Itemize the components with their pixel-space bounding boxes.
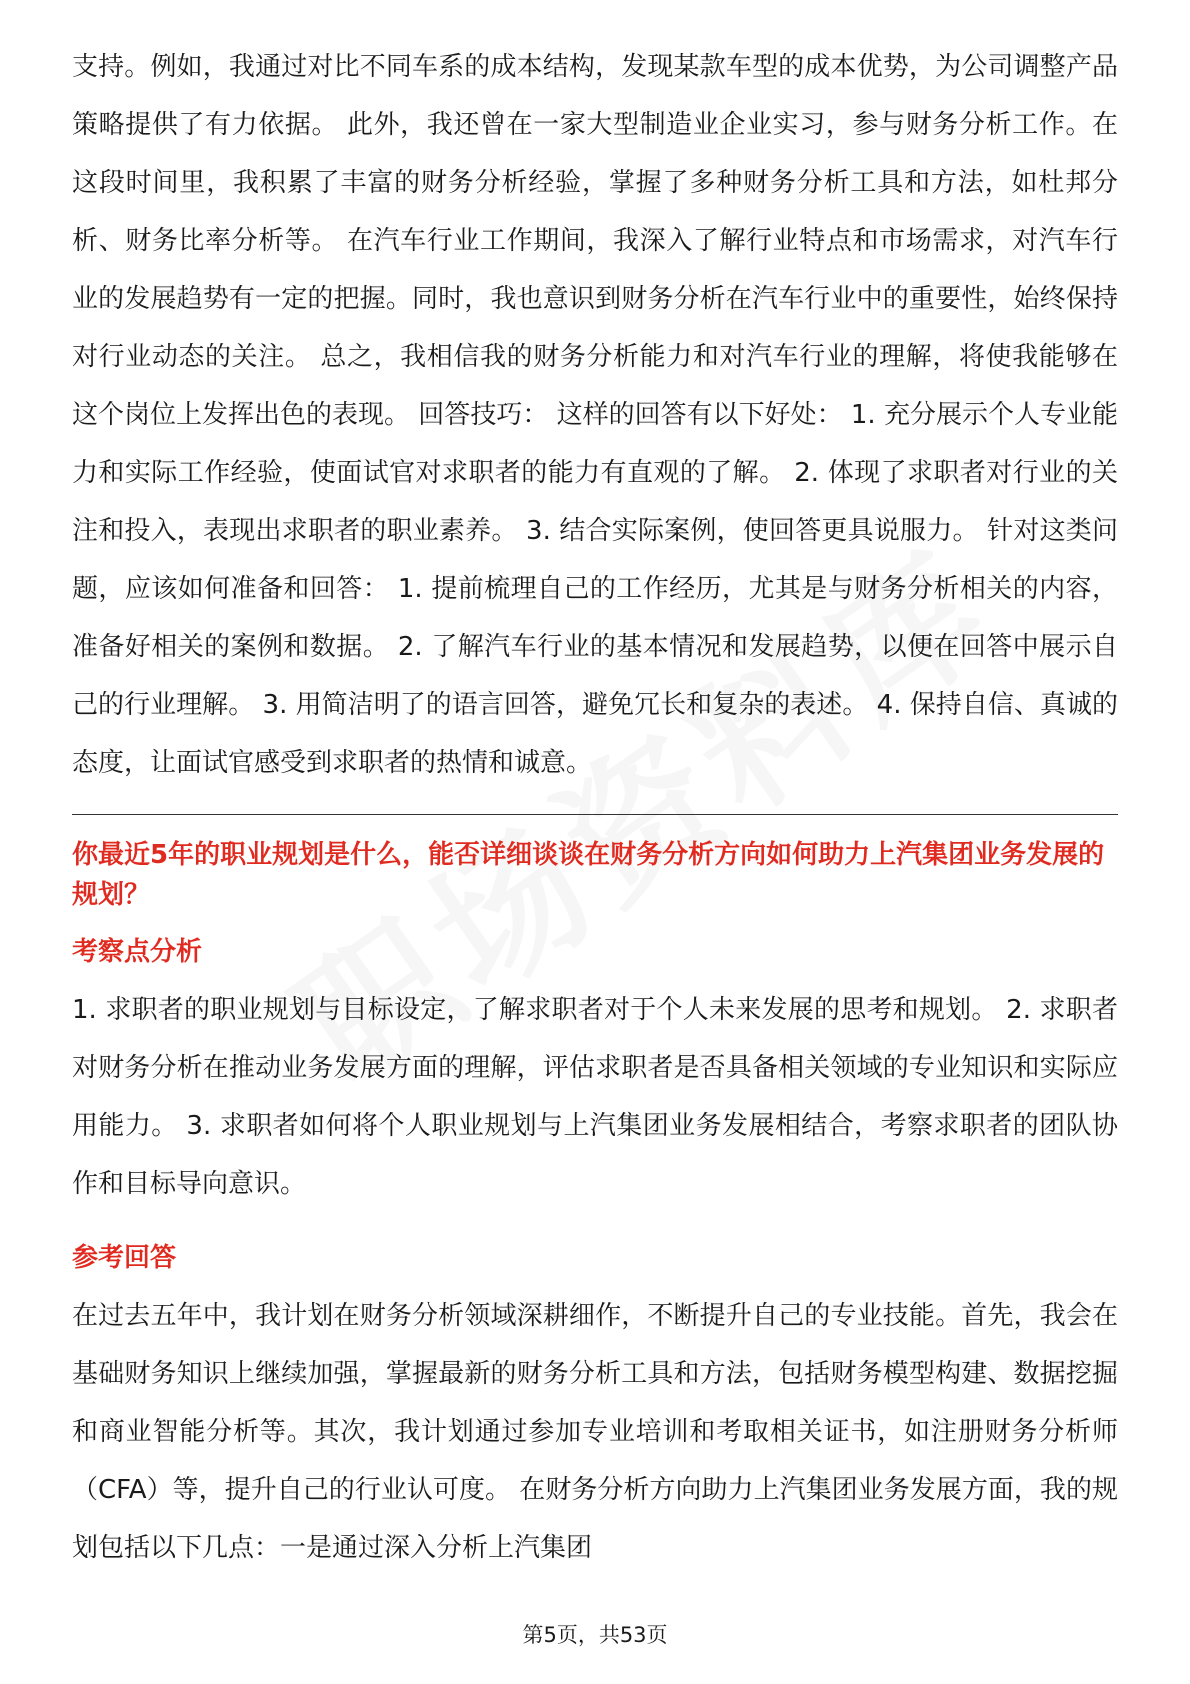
analysis-heading: 考察点分析: [72, 937, 203, 967]
page-content: [72, 38, 1118, 1577]
page-number-footer: 第5页，共53页: [522, 1623, 668, 1647]
previous-answer-continuation: 支持。例如，我通过对比不同车系的成本结构，发现某款车型的成本优势，为公司调整产品策略提供了有力依据。 此外，我还曾在一家大型制造业企业实习，参与财务分析工作。在这段时间里，我积累了丰富的财务分析经验，掌握了多种财务分析工具和方法，如杜邦分析、财务比率分析等。 在汽车行业工作期间，我深入了解行业特点和市场需求，对汽车行业的发展趋势有一定的把握。同时，我也意识到财务分析在汽车行业中的重要性，始终保持对行业动态的关注。 总之，我相信我的财务分析能力和对汽车行业的理解，将使我能够在这个岗位上发挥出色的表现。 回答技巧： 这样的回答有以下好处： 1. 充分展示个人专业能力和实际工作经验，使面试官对求职者的能力有直观的了解。 2. 体现了求职者对行业的关注和投入，表现出求职者的职业素养。 3. 结合实际案例，使回答更具说服力。 针对这类问题，应该如何准备和回答： 1. 提前梳理自己的工作经历，尤其是与财务分析相关的内容，准备好相关的案例和数据。 2. 了解汽车行业的基本情况和发展趋势，以便在回答中展示自己的行业理解。 3. 用简洁明了的语言回答，避免冗长和复杂的表述。 4. 保持自信、真诚的态度，让面试官感受到求职者的热情和诚意。: [72, 52, 1118, 778]
answer-text: 在过去五年中，我计划在财务分析领域深耕细作，不断提升自己的专业技能。首先，我会在基础财务知识上继续加强，掌握最新的财务分析工具和方法，包括财务模型构建、数据挖掘和商业智能分析等。其次，我计划通过参加专业培训和考取相关证书，如注册财务分析师（CFA）等，提升自己的行业认可度。 在财务分析方向助力上汽集团业务发展方面，我的规划包括以下几点：一是通过深入分析上汽集团: [72, 1301, 1118, 1563]
analysis-text: 1. 求职者的职业规划与目标设定，了解求职者对于个人未来发展的思考和规划。 2. 求职者对财务分析在推动业务发展方面的理解，评估求职者是否具备相关领域的专业知识和实际应用能力。 3. 求职者如何将个人职业规划与上汽集团业务发展相结合，考察求职者的团队协作和目标导向意识。: [72, 995, 1118, 1199]
answer-heading: 参考回答: [72, 1243, 177, 1273]
section-divider: [72, 814, 1118, 815]
interview-question: 你最近5年的职业规划是什么，能否详细谈谈在财务分析方向如何助力上汽集团业务发展的规划？: [72, 840, 1105, 910]
